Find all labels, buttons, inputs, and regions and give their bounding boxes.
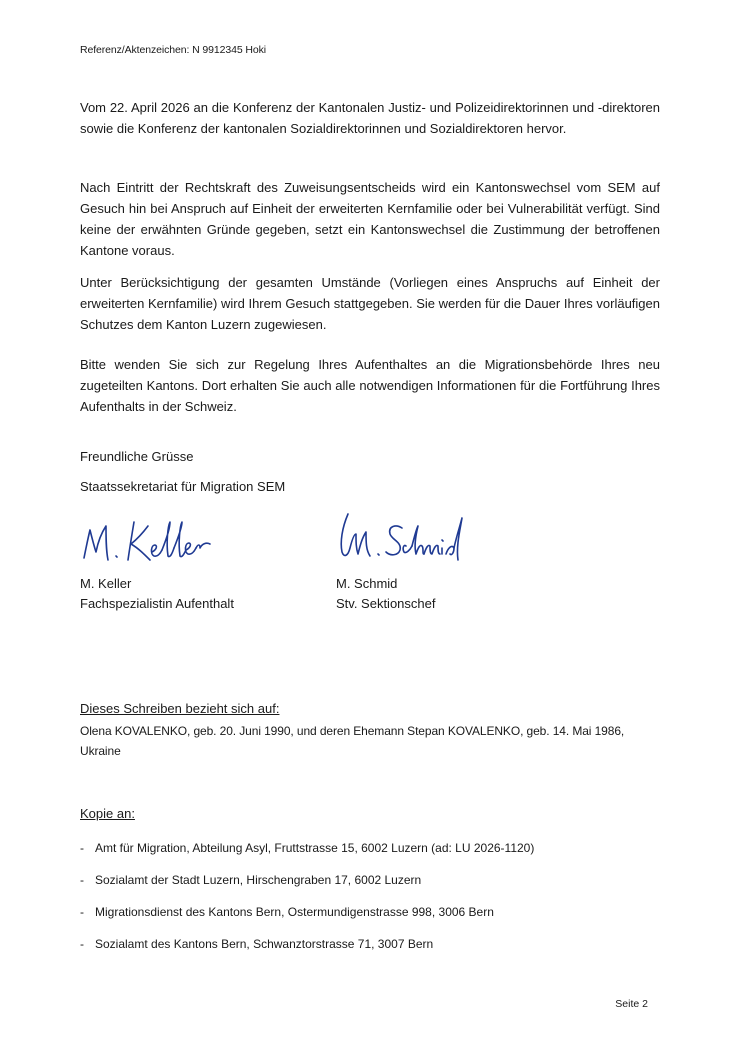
copies-heading: Kopie an:: [80, 806, 135, 821]
copies-list: [80, 838, 534, 966]
handwritten-signature-schmid: [334, 508, 474, 568]
paragraph-2: Nach Eintritt der Rechtskraft des Zuweisungsentscheids wird ein Kantonswechsel vom SEM auf Gesuch hin bei Anspruch auf Einheit der erweiterten Kernfamilie oder bei Vulnerabilität verfügt. Sind keine der erwähnten Gründe gegeben, setzt ein Kantonswechsel die Zustimmung der betroffenen Kantone voraus.: [80, 180, 660, 258]
paragraph-1: Vom 22. April 2026 an die Konferenz der Kantonalen Justiz- und Polizeidirektorinnen und -direktoren sowie die Konferenz der kantonalen Sozialdirektorinnen und Sozialdirektoren hervor.: [80, 100, 660, 136]
copy-recipient: Sozialamt der Stadt Luzern, Hirschengraben 17, 6002 Luzern: [95, 873, 422, 887]
list-item: [80, 838, 534, 870]
handwritten-signature-keller: [78, 508, 228, 568]
dash-bullet: -: [80, 905, 84, 919]
signature-schmid: [334, 508, 474, 568]
closing-greeting: Freundliche Grüsse: [80, 449, 194, 464]
list-item: [80, 870, 534, 902]
page-number: Seite 2: [615, 998, 648, 1010]
copy-recipient: Amt für Migration, Abteilung Asyl, Fruttstrasse 15, 6002 Luzern (ad: LU 2026-1120): [95, 841, 535, 855]
list-item: [80, 902, 534, 934]
paragraph-4: Bitte wenden Sie sich zur Regelung Ihres Aufenthaltes an die Migrationsbehörde Ihres neu zugeteilten Kantons. Dort erhalten Sie auch alle notwendigen Informationen für die Fortführung Ihres Aufenthalts in der Schweiz.: [80, 357, 660, 414]
signatory-role: Fachspezialistin Aufenthalt: [80, 596, 234, 611]
subject-heading: Dieses Schreiben bezieht sich auf:: [80, 701, 280, 716]
signatory-role: Stv. Sektionschef: [336, 596, 436, 611]
list-item: [80, 934, 534, 966]
paragraph-3: Unter Berücksichtigung der gesamten Umstände (Vorliegen eines Anspruchs auf Einheit der erweiterten Kernfamilie) wird Ihrem Gesuch stattgegeben. Sie werden für die Dauer Ihres vorläufigen Schutzes dem Kanton Luzern zugewiesen.: [80, 275, 660, 332]
copy-recipient: Migrationsdienst des Kantons Bern, Ostermundigenstrasse 998, 3006 Bern: [95, 905, 494, 919]
signature-keller: [78, 508, 228, 568]
copy-recipient: Sozialamt des Kantons Bern, Schwanztorstrasse 71, 3007 Bern: [95, 937, 434, 951]
signatory-keller: [80, 574, 234, 614]
reference-number: Referenz/Aktenzeichen: N 9912345 Hoki: [80, 44, 266, 56]
dash-bullet: -: [80, 937, 84, 951]
issuing-authority: Staatssekretariat für Migration SEM: [80, 479, 286, 494]
signatory-name: M. Keller: [80, 576, 132, 591]
signatory-schmid: [336, 574, 435, 614]
dash-bullet: -: [80, 873, 84, 887]
signatory-name: M. Schmid: [336, 576, 398, 591]
subject-text: Olena KOVALENKO, geb. 20. Juni 1990, und deren Ehemann Stepan KOVALENKO, geb. 14. Mai 1986, Ukraine: [80, 724, 625, 758]
dash-bullet: -: [80, 841, 84, 855]
